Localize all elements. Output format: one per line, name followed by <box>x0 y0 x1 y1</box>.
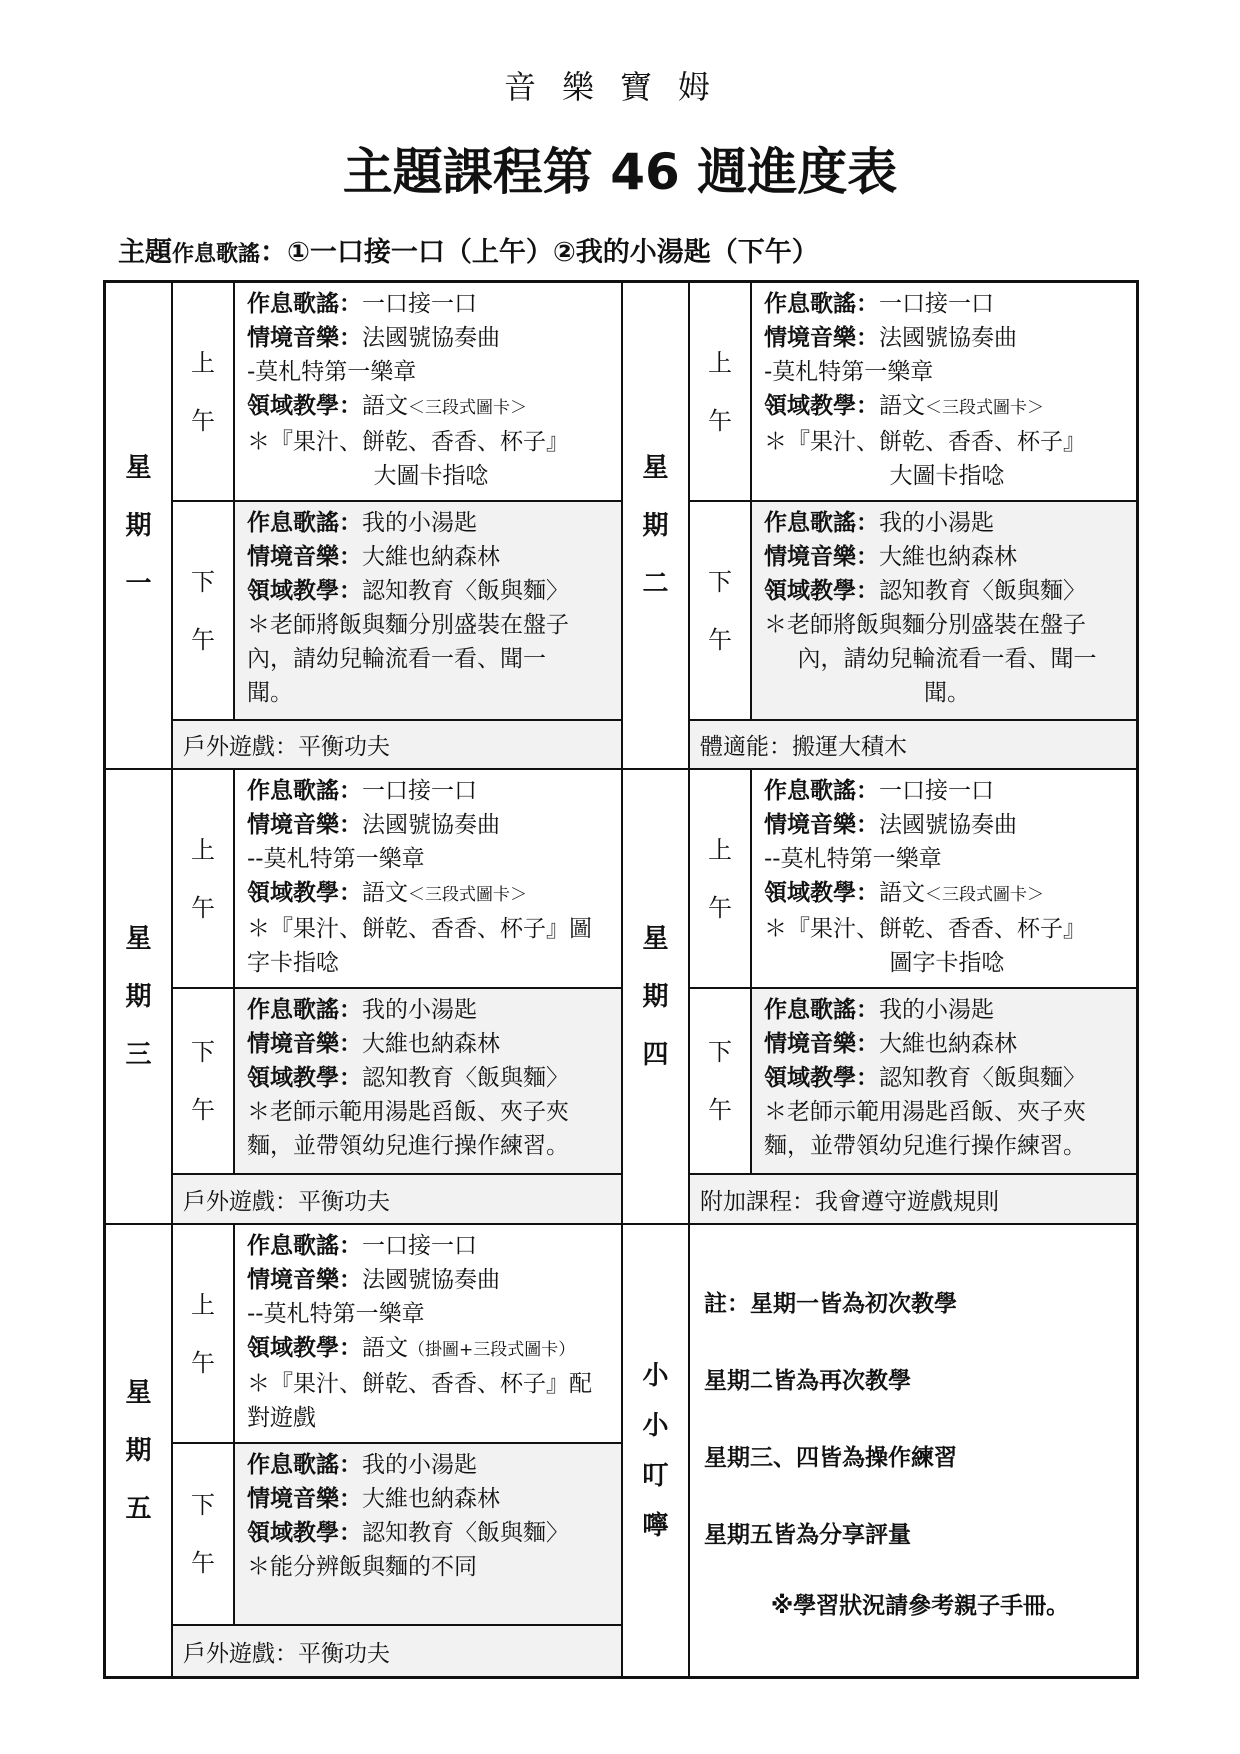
song-label: 作息歌謠： <box>247 997 362 1023</box>
domain-note: ＜三段式圖卡＞ <box>925 398 1044 418</box>
music-value: 法國號協奏曲 <box>362 325 500 351</box>
desc-line: 聞。 <box>924 680 970 706</box>
domain-note: ＜三段式圖卡＞ <box>408 398 527 418</box>
theme-prefix: 主題 <box>118 237 172 268</box>
domain-label: 領域教學： <box>247 1335 362 1361</box>
music-value-2: --莫札特第一樂章 <box>247 846 425 872</box>
reminder-char: 叮 <box>642 1460 669 1491</box>
song-value: 我的小湯匙 <box>362 1452 477 1478</box>
theme-small: 作息歌謠 <box>172 242 261 267</box>
song-label: 作息歌謠： <box>247 291 362 317</box>
song-label: 作息歌謠： <box>764 510 879 536</box>
mon-activity: 戶外遊戲：平衡功夫 <box>173 721 623 770</box>
music-value: 法國號協奏曲 <box>362 812 500 838</box>
note-line: 註：星期一皆為初次教學 <box>704 1291 957 1317</box>
music-value: 大維也納森林 <box>879 544 1017 570</box>
music-value: 法國號協奏曲 <box>879 325 1017 351</box>
am-char: 上 <box>191 835 215 864</box>
desc-line: 圖字卡指唸 <box>889 950 1005 976</box>
music-value: 大維也納森林 <box>362 1031 500 1057</box>
music-label: 情境音樂： <box>247 325 362 351</box>
am-char: 上 <box>708 348 732 377</box>
music-label: 情境音樂： <box>764 325 879 351</box>
desc-line: ＊『果汁、餅乾、香香、杯子』圖 <box>247 916 592 942</box>
domain-label: 領域教學： <box>764 880 879 906</box>
domain-value: 語文 <box>879 880 925 906</box>
pm-char: 午 <box>708 1096 732 1124</box>
domain-value: 認知教育〈飯與麵〉 <box>362 1065 569 1091</box>
desc-line: 對遊戲 <box>247 1405 316 1431</box>
domain-label: 領域教學： <box>247 578 362 604</box>
desc-line: 麵，並帶領幼兒進行操作練習。 <box>764 1133 1086 1159</box>
music-label: 情境音樂： <box>764 812 879 838</box>
music-value: 大維也納森林 <box>879 1031 1017 1057</box>
day-label-wed <box>106 770 173 1225</box>
reminder-char: 小 <box>642 1410 669 1441</box>
domain-value: 認知教育〈飯與麵〉 <box>362 578 569 604</box>
am-label <box>173 770 235 989</box>
music-label: 情境音樂： <box>247 1267 362 1293</box>
domain-value: 語文 <box>362 880 408 906</box>
day-label-mon <box>106 283 173 770</box>
theme-line <box>118 230 819 269</box>
pm-label <box>690 989 752 1175</box>
music-value: 大維也納森林 <box>362 1486 500 1512</box>
desc-line: ＊『果汁、餅乾、香香、杯子』 <box>764 916 1086 942</box>
day-char: 期 <box>125 510 152 541</box>
wed-pm-content <box>235 989 623 1175</box>
tue-pm-content <box>752 502 1136 721</box>
pm-label <box>690 502 752 721</box>
reminder-notes <box>690 1225 1136 1676</box>
desc-line: 麵，並帶領幼兒進行操作練習。 <box>247 1133 569 1159</box>
desc-line: 大圖卡指唸 <box>373 463 489 489</box>
day-char: 一 <box>125 568 152 599</box>
am-char: 上 <box>708 835 732 864</box>
wed-activity: 戶外遊戲：平衡功夫 <box>173 1175 623 1225</box>
day-char: 星 <box>642 452 669 483</box>
pm-char: 下 <box>191 1038 215 1066</box>
desc-line: ＊老師示範用湯匙舀飯、夾子夾 <box>764 1099 1086 1125</box>
tue-activity: 體適能：搬運大積木 <box>690 721 1136 770</box>
music-value-2: --莫札特第一樂章 <box>764 846 942 872</box>
thu-pm-content <box>752 989 1136 1175</box>
music-value: 大維也納森林 <box>362 544 500 570</box>
domain-value: 認知教育〈飯與麵〉 <box>879 1065 1086 1091</box>
desc-line: 聞。 <box>247 680 293 706</box>
domain-value: 語文 <box>362 1335 408 1361</box>
domain-label: 領域教學： <box>247 1065 362 1091</box>
pm-char: 下 <box>191 1491 215 1519</box>
domain-value: 認知教育〈飯與麵〉 <box>879 578 1086 604</box>
thu-activity: 附加課程：我會遵守遊戲規則 <box>690 1175 1136 1225</box>
day-char: 期 <box>125 1435 152 1466</box>
song-label: 作息歌謠： <box>247 1233 362 1259</box>
reminder-char: 嚀 <box>642 1510 669 1541</box>
day-char: 五 <box>125 1493 152 1524</box>
music-value-2: -莫札特第一樂章 <box>247 359 417 385</box>
music-value: 法國號協奏曲 <box>879 812 1017 838</box>
mon-am-content <box>235 283 623 502</box>
schedule-table <box>103 280 1139 1679</box>
day-char: 三 <box>125 1039 152 1070</box>
desc-line: ＊『果汁、餅乾、香香、杯子』 <box>247 429 569 455</box>
song-label: 作息歌謠： <box>247 510 362 536</box>
am-label <box>173 283 235 502</box>
pm-char: 午 <box>708 625 732 654</box>
domain-label: 領域教學： <box>764 393 879 419</box>
am-char: 午 <box>191 893 215 922</box>
domain-value: 語文 <box>362 393 408 419</box>
am-label <box>690 770 752 989</box>
tue-am-content <box>752 283 1136 502</box>
am-char: 上 <box>191 1290 215 1319</box>
fri-am-content <box>235 1225 623 1444</box>
am-char: 午 <box>708 893 732 922</box>
music-value: 法國號協奏曲 <box>362 1267 500 1293</box>
domain-value: 認知教育〈飯與麵〉 <box>362 1520 569 1546</box>
song-label: 作息歌謠： <box>764 997 879 1023</box>
desc-line: 內，請幼兒輪流看一看、聞一 <box>797 646 1097 672</box>
pm-char: 午 <box>191 1096 215 1124</box>
mon-pm-content <box>235 502 623 721</box>
day-char: 期 <box>125 981 152 1012</box>
wed-am-content <box>235 770 623 989</box>
day-char: 星 <box>125 1377 152 1408</box>
music-value-2: --莫札特第一樂章 <box>247 1301 425 1327</box>
desc-line: ＊『果汁、餅乾、香香、杯子』 <box>764 429 1086 455</box>
domain-note: ＜三段式圖卡＞ <box>925 885 1044 905</box>
domain-label: 領域教學： <box>247 393 362 419</box>
desc-line: 內，請幼兒輪流看一看、聞一 <box>247 646 546 672</box>
domain-label: 領域教學： <box>247 1520 362 1546</box>
am-char: 午 <box>191 406 215 435</box>
song-value: 一口接一口 <box>362 778 477 804</box>
desc-line: ＊老師將飯與麵分別盛裝在盤子 <box>764 612 1086 638</box>
music-label: 情境音樂： <box>764 544 879 570</box>
desc-line: ＊老師將飯與麵分別盛裝在盤子 <box>247 612 569 638</box>
day-char: 期 <box>642 981 669 1012</box>
music-label: 情境音樂： <box>764 1031 879 1057</box>
domain-note: ＜三段式圖卡＞ <box>408 885 527 905</box>
song-value: 一口接一口 <box>362 291 477 317</box>
desc-line: ＊『果汁、餅乾、香香、杯子』配 <box>247 1371 592 1397</box>
fri-pm-content <box>235 1444 623 1626</box>
pm-char: 午 <box>191 625 215 654</box>
song-label: 作息歌謠： <box>764 778 879 804</box>
pm-label <box>173 1444 235 1626</box>
music-label: 情境音樂： <box>247 1486 362 1512</box>
domain-value: 語文 <box>879 393 925 419</box>
fri-activity: 戶外遊戲：平衡功夫 <box>173 1626 623 1676</box>
pm-label <box>173 502 235 721</box>
song-value: 我的小湯匙 <box>362 997 477 1023</box>
am-label <box>690 283 752 502</box>
note-footer: ※學習狀況請參考親子手冊。 <box>770 1593 1070 1619</box>
desc-line: ＊能分辨飯與麵的不同 <box>247 1554 477 1580</box>
am-char: 午 <box>708 406 732 435</box>
day-char: 期 <box>642 510 669 541</box>
page-title: 主題課程第 46 週進度表 <box>342 143 898 201</box>
am-char: 午 <box>191 1348 215 1377</box>
pm-char: 午 <box>191 1549 215 1577</box>
song-value: 我的小湯匙 <box>879 997 994 1023</box>
song-value: 一口接一口 <box>362 1233 477 1259</box>
pm-char: 下 <box>708 567 732 596</box>
day-char: 星 <box>642 923 669 954</box>
song-value: 我的小湯匙 <box>879 510 994 536</box>
day-char: 二 <box>642 568 669 599</box>
day-label-tue <box>623 283 690 770</box>
music-label: 情境音樂： <box>247 1031 362 1057</box>
pm-char: 下 <box>191 567 215 596</box>
domain-label: 領域教學： <box>247 880 362 906</box>
song-label: 作息歌謠： <box>247 778 362 804</box>
desc-line: 字卡指唸 <box>247 950 339 976</box>
note-line: 星期二皆為再次教學 <box>704 1368 911 1394</box>
am-label <box>173 1225 235 1444</box>
pm-char: 下 <box>708 1038 732 1066</box>
day-char: 星 <box>125 923 152 954</box>
song-value: 一口接一口 <box>879 291 994 317</box>
note-line: 星期三、四皆為操作練習 <box>704 1445 957 1471</box>
thu-am-content <box>752 770 1136 989</box>
reminder-char: 小 <box>642 1360 669 1391</box>
note-line: 星期五皆為分享評量 <box>704 1522 911 1548</box>
school-name: 音樂寶姆 <box>503 68 736 106</box>
desc-line: 大圖卡指唸 <box>889 463 1005 489</box>
reminder-label <box>623 1225 690 1676</box>
day-char: 星 <box>125 452 152 483</box>
theme-text: ：①一口接一口（上午）②我的小湯匙（下午） <box>260 237 819 268</box>
music-label: 情境音樂： <box>247 812 362 838</box>
music-label: 情境音樂： <box>247 544 362 570</box>
day-label-thu <box>623 770 690 1225</box>
domain-label: 領域教學： <box>764 578 879 604</box>
domain-label: 領域教學： <box>764 1065 879 1091</box>
desc-line: ＊老師示範用湯匙舀飯、夾子夾 <box>247 1099 569 1125</box>
music-value-2: -莫札特第一樂章 <box>764 359 934 385</box>
domain-note: （掛圖+三段式圖卡） <box>408 1340 576 1360</box>
song-value: 一口接一口 <box>879 778 994 804</box>
song-value: 我的小湯匙 <box>362 510 477 536</box>
day-label-fri <box>106 1225 173 1676</box>
song-label: 作息歌謠： <box>764 291 879 317</box>
am-char: 上 <box>191 348 215 377</box>
day-char: 四 <box>642 1039 669 1070</box>
song-label: 作息歌謠： <box>247 1452 362 1478</box>
pm-label <box>173 989 235 1175</box>
